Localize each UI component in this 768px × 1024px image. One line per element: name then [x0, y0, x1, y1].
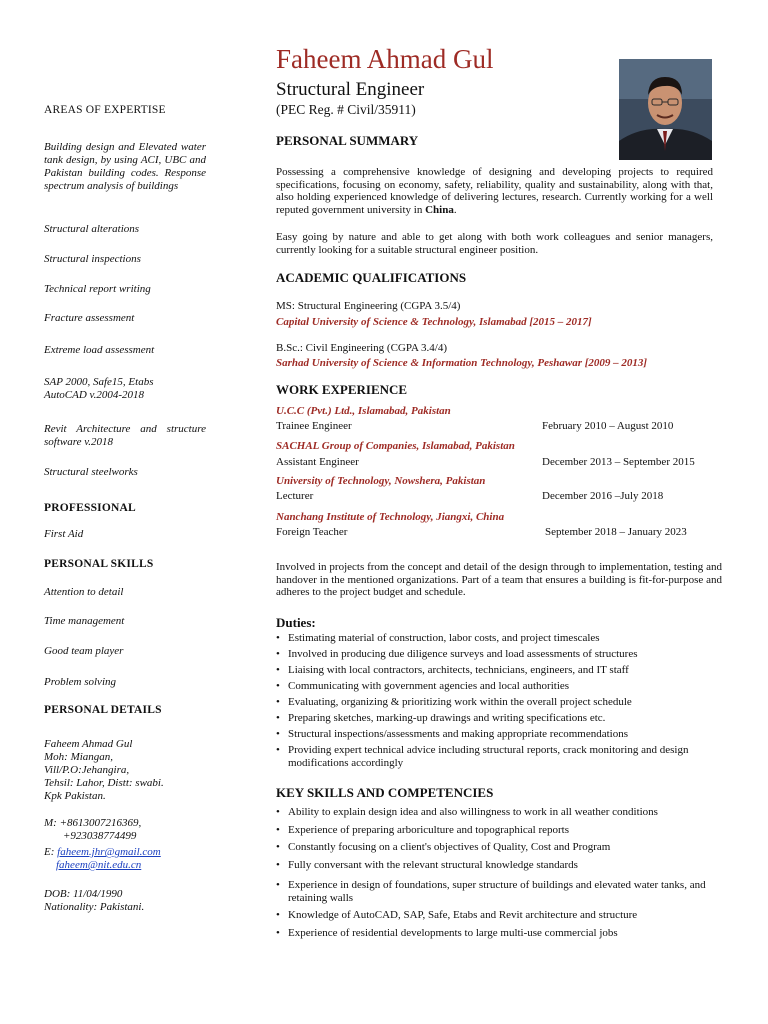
job-title: Structural Engineer: [276, 79, 425, 100]
expertise-item: Revit Architecture and structure software v.2018: [44, 423, 206, 448]
personal-summary-heading: PERSONAL SUMMARY: [276, 133, 419, 148]
list-item: • Experience of residential developments to large multi-use commercial jobs: [276, 927, 726, 940]
summary-country: China: [425, 203, 454, 216]
professional-heading: PROFESSIONAL: [44, 502, 136, 514]
phone-number: +8613007216369,: [59, 817, 142, 829]
competencies-list: [276, 806, 726, 939]
list-item: • Providing expert technical advice including structural reports, crack monitoring and design modifications accordingly: [276, 744, 726, 769]
phone-number: +923038774499: [63, 830, 137, 842]
list-item: • Knowledge of AutoCAD, SAP, Safe, Etabs and Revit architecture and structure: [276, 909, 726, 922]
email-line: [44, 846, 244, 859]
list-item: • Liaising with local contractors, architects, technicians, engineers, and IT staff: [276, 664, 726, 677]
employer: University of Technology, Nowshera, Pakistan: [276, 475, 486, 487]
work-description: Involved in projects from the concept and detail of the design through to implementation, testing and handover in the mentioned organizations. Part of a team that ensures a building is fit-for-purpose and adheres to the project budget and schedule.: [276, 561, 722, 598]
list-item: • Communicating with government agencies and local authorities: [276, 680, 726, 693]
personal-skills-heading: PERSONAL SKILLS: [44, 558, 154, 570]
job-role: Assistant Engineer: [276, 456, 359, 468]
address-line: Kpk Pakistan.: [44, 790, 106, 802]
email-label: E:: [44, 846, 58, 858]
expertise-heading: AREAS OF EXPERTISE: [44, 104, 166, 116]
email-line: [56, 859, 256, 872]
list-item: • Fully conversant with the relevant structural knowledge standards: [276, 859, 726, 872]
list-item: • Experience in design of foundations, super structure of buildings and elevated water tanks, and retaining walls: [276, 879, 726, 904]
summary-paragraph: Possessing a comprehensive knowledge of designing and developing projects to required specifications, focusing on economy, safety, reliability, quality and sustainability, along with that, also holding experienced knowledge of delivering lectures, research. Currently working for a well reputed government university in China.: [276, 166, 713, 216]
job-role: Trainee Engineer: [276, 420, 352, 432]
portrait-image: [619, 59, 712, 160]
summary-paragraph-2: Easy going by nature and able to get along with both work colleagues and senior managers, currently looking for a suitable structural engineer position.: [276, 231, 713, 256]
job-dates: December 2016 –July 2018: [542, 490, 664, 502]
list-item: • Experience of preparing arboriculture and topographical reports: [276, 824, 726, 837]
registration-number: (PEC Reg. # Civil/35911): [276, 102, 416, 117]
email-link[interactable]: faheem@nit.edu.cn: [56, 859, 142, 871]
phone-line: [44, 817, 244, 830]
nationality: Nationality: Pakistani.: [44, 901, 145, 913]
list-item: • Evaluating, organizing & prioritizing work within the overall project schedule: [276, 696, 726, 709]
email-link[interactable]: faheem.jhr@gmail.com: [57, 846, 161, 858]
address-line: Faheem Ahmad Gul: [44, 738, 133, 750]
expertise-item: Fracture assessment: [44, 312, 135, 324]
school: Sarhad University of Science & Information Technology, Peshawar [2009 – 2013]: [276, 357, 648, 369]
expertise-item: Building design and Elevated water tank design, by using ACI, UBC and Pakistan building codes. Response spectrum analysis of buildings: [44, 141, 206, 192]
list-item: • Involved in producing due diligence surveys and load assessments of structures: [276, 648, 726, 661]
address-line: Moh: Miangan,: [44, 751, 114, 763]
skill-item: Attention to detail: [44, 586, 124, 598]
job-dates: September 2018 – January 2023: [545, 526, 687, 538]
expertise-item: Technical report writing: [44, 283, 151, 295]
skill-item: Problem solving: [44, 676, 116, 688]
job-role: Foreign Teacher: [276, 526, 348, 538]
list-item: • Constantly focusing on a client's objectives of Quality, Cost and Program: [276, 841, 726, 854]
employer: Nanchang Institute of Technology, Jiangxi, China: [276, 511, 505, 523]
degree: MS: Structural Engineering (CGPA 3.5/4): [276, 300, 461, 312]
duties-list: [276, 632, 726, 769]
expertise-item: Structural steelworks: [44, 466, 138, 478]
list-item: • Structural inspections/assessments and making appropriate recommendations: [276, 728, 726, 741]
list-item: • Ability to explain design idea and also willingness to work in all weather conditions: [276, 806, 726, 819]
expertise-item: Structural alterations: [44, 223, 140, 235]
address-line: Tehsil: Lahor, Distt: swabi.: [44, 777, 164, 789]
candidate-name: Faheem Ahmad Gul: [276, 44, 494, 74]
job-dates: February 2010 – August 2010: [542, 420, 674, 432]
job-role: Lecturer: [276, 490, 314, 502]
school: Capital University of Science & Technology, Islamabad [2015 – 2017]: [276, 316, 592, 328]
list-item: • Estimating material of construction, labor costs, and project timescales: [276, 632, 726, 645]
phone-label: M:: [44, 817, 60, 829]
professional-item: First Aid: [44, 528, 84, 540]
list-item: • Preparing sketches, marking-up drawings and writing specifications etc.: [276, 712, 726, 725]
academic-heading: ACADEMIC QUALIFICATIONS: [276, 270, 467, 285]
address-line: Vill/P.O:Jehangira,: [44, 764, 130, 776]
expertise-item: Structural inspections: [44, 253, 141, 265]
date-of-birth: DOB: 11/04/1990: [44, 888, 123, 900]
skill-item: Time management: [44, 615, 125, 627]
summary-text: Possessing a comprehensive knowledge of designing and developing projects to required specifications, focusing on economy, safety, reliability, quality and sustainability, along with that, also holding experienced knowledge of delivering lectures, research. Currently working for a well reputed government university in: [276, 166, 713, 216]
skill-item: Good team player: [44, 645, 124, 657]
employer: U.C.C (Pvt.) Ltd., Islamabad, Pakistan: [276, 405, 451, 417]
degree: B.Sc.: Civil Engineering (CGPA 3.4/4): [276, 342, 448, 354]
personal-details-heading: PERSONAL DETAILS: [44, 704, 162, 716]
employer: SACHAL Group of Companies, Islamabad, Pakistan: [276, 440, 515, 452]
work-experience-heading: WORK EXPERIENCE: [276, 382, 408, 397]
job-dates: December 2013 – September 2015: [542, 456, 695, 468]
expertise-item: SAP 2000, Safe15, Etabs AutoCAD v.2004-2018: [44, 376, 154, 401]
competencies-heading: KEY SKILLS AND COMPETENCIES: [276, 785, 494, 800]
profile-photo: [619, 59, 712, 160]
duties-heading: Duties:: [276, 615, 316, 630]
expertise-item: Extreme load assessment: [44, 344, 155, 356]
